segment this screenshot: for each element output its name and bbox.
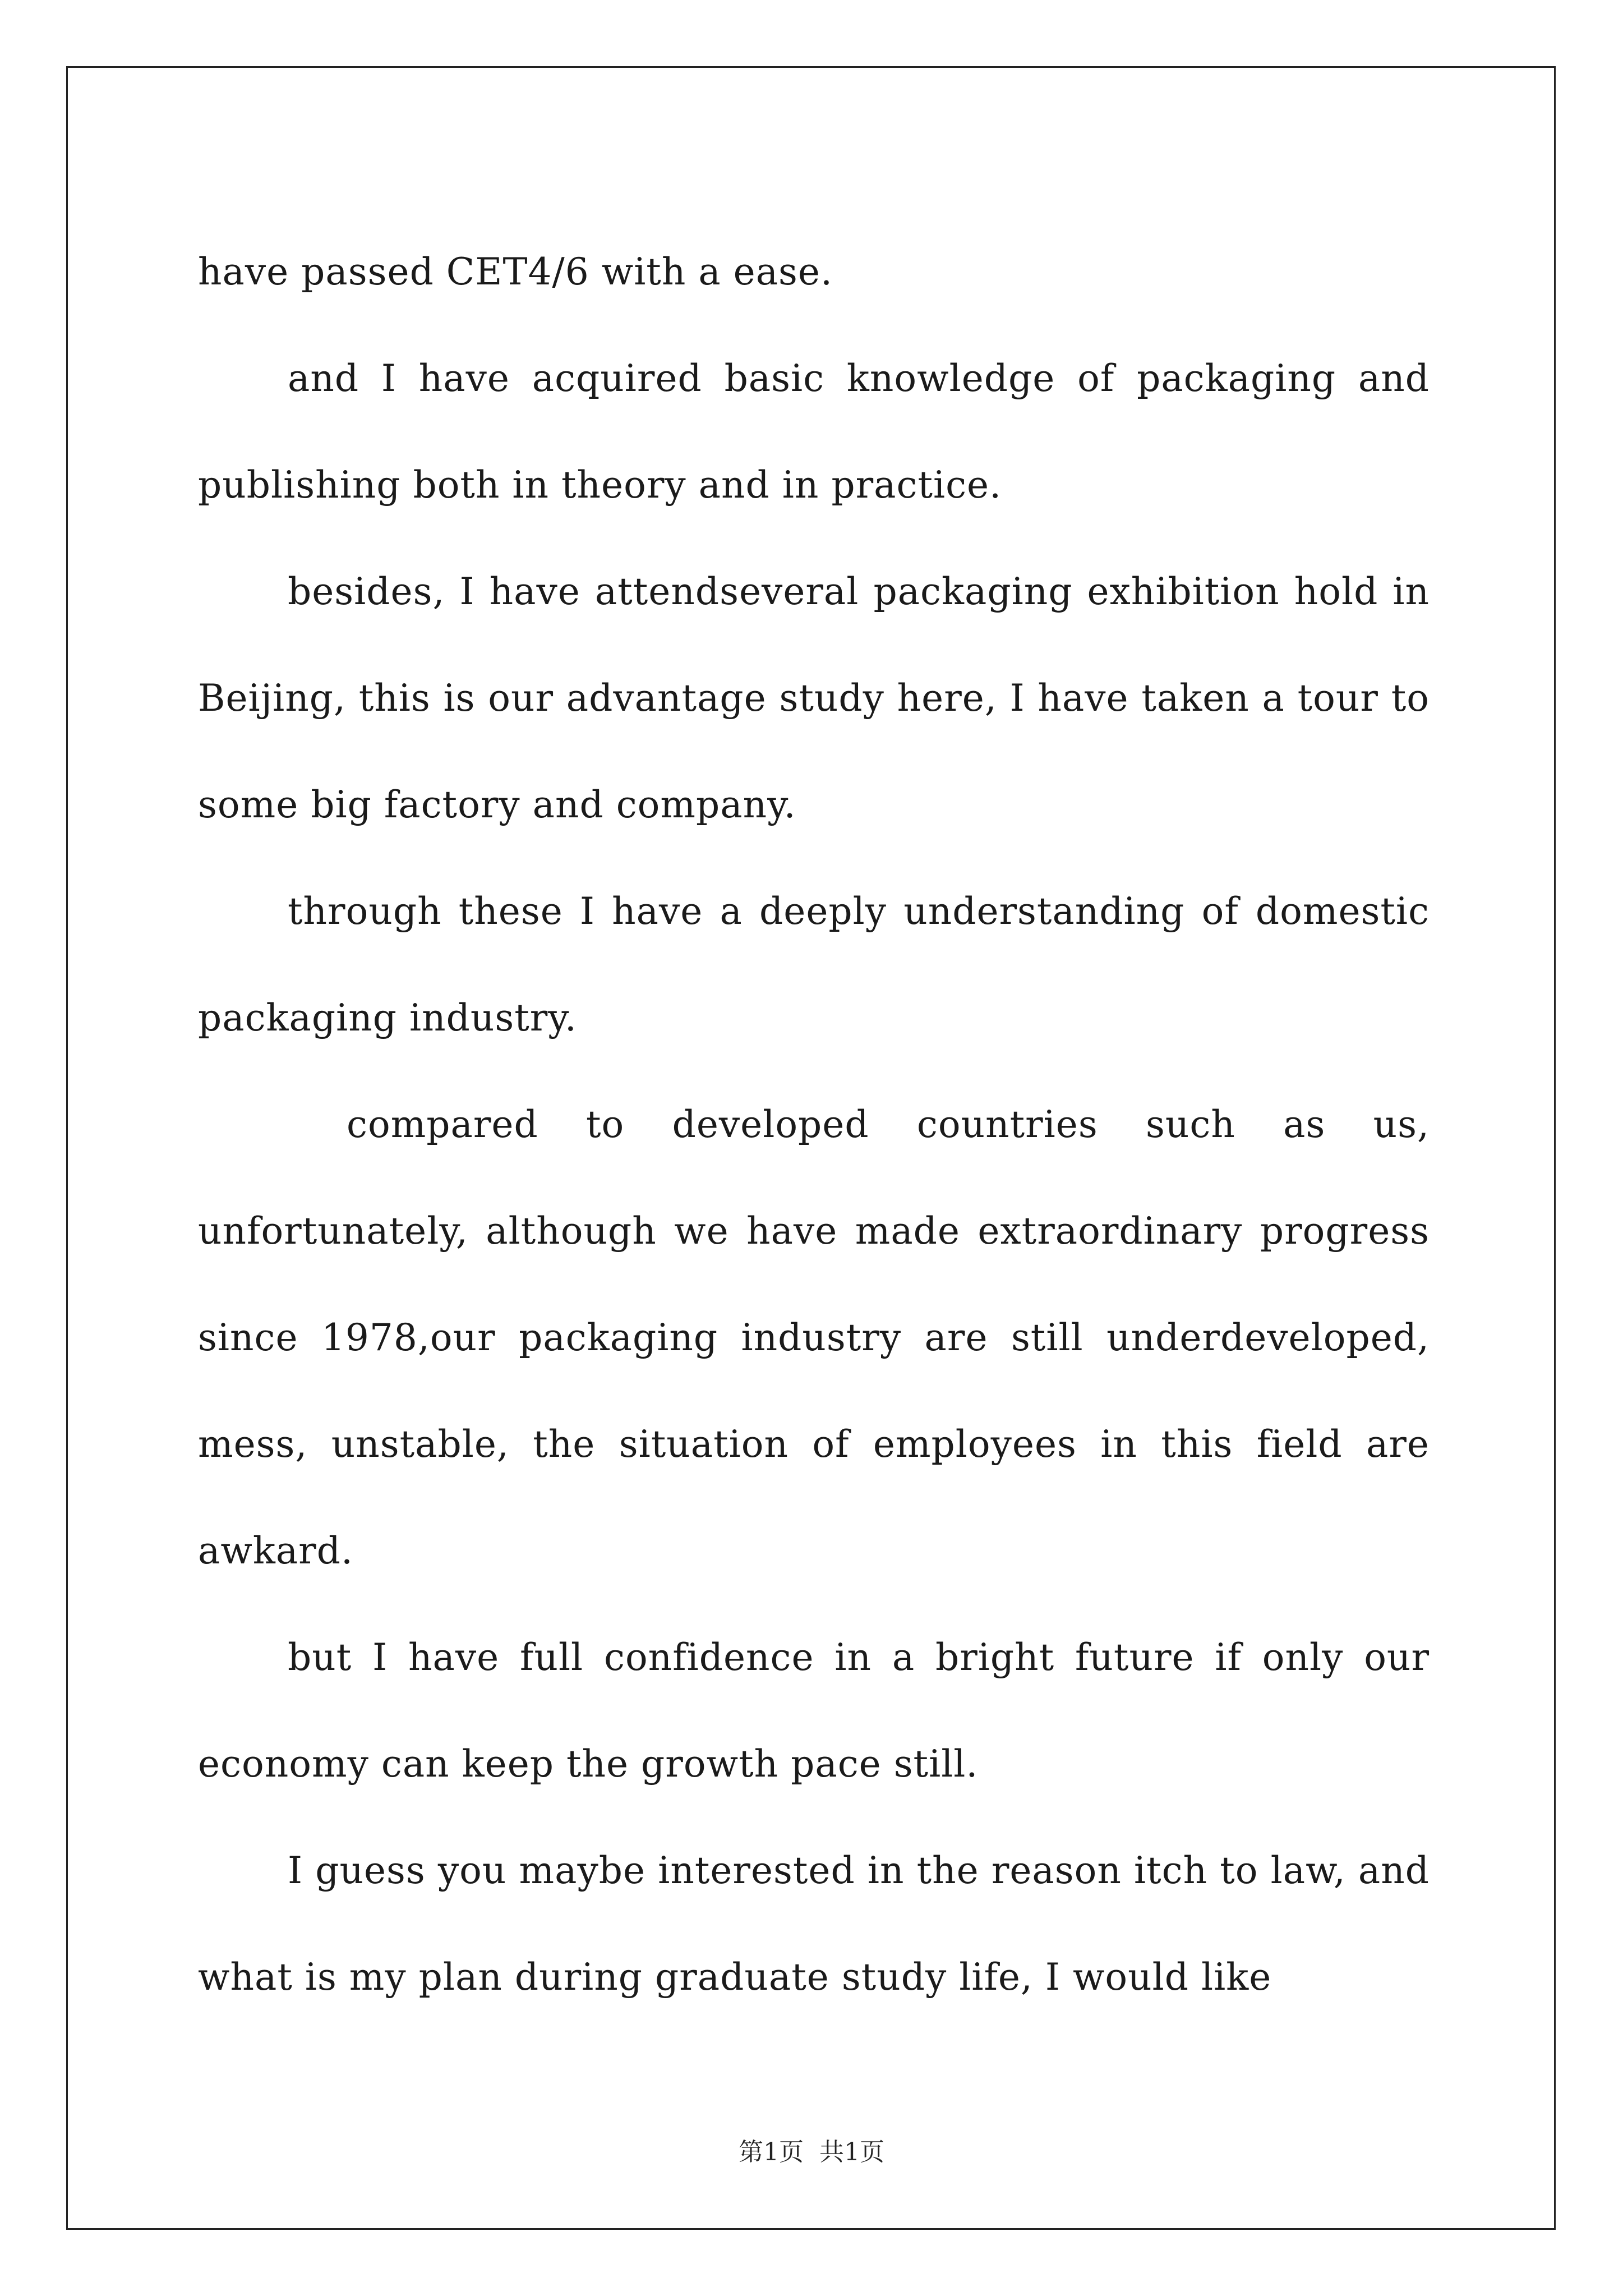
paragraph-5: compared to developed countries such as us, unfortunately, although we have made extraordinary progress since 1978,our packaging industry are still underdeveloped, mess, unstable, the situation of employees in this field are awkard.	[198, 1103, 1430, 1572]
paragraph-7: I guess you maybe interested in the reason itch to law, and what is my plan during graduate study life, I would like	[198, 1849, 1430, 1999]
paragraph-2: and I have acquired basic knowledge of packaging and publishing both in theory and in practice.	[198, 357, 1430, 507]
page-number-footer: 第1页 共1页	[739, 2138, 884, 2166]
document-body	[198, 219, 1430, 2031]
paragraph-1: have passed CET4/6 with a ease.	[198, 250, 833, 293]
paragraph-4: through these I have a deeply understanding of domestic packaging industry.	[198, 890, 1430, 1039]
paragraph-6: but I have full confidence in a bright future if only our economy can keep the growth pace still.	[198, 1636, 1430, 1786]
paragraph-3: besides, I have attendseveral packaging exhibition hold in Beijing, this is our advantage study here, I have taken a tour to some big factory and company.	[198, 570, 1430, 826]
